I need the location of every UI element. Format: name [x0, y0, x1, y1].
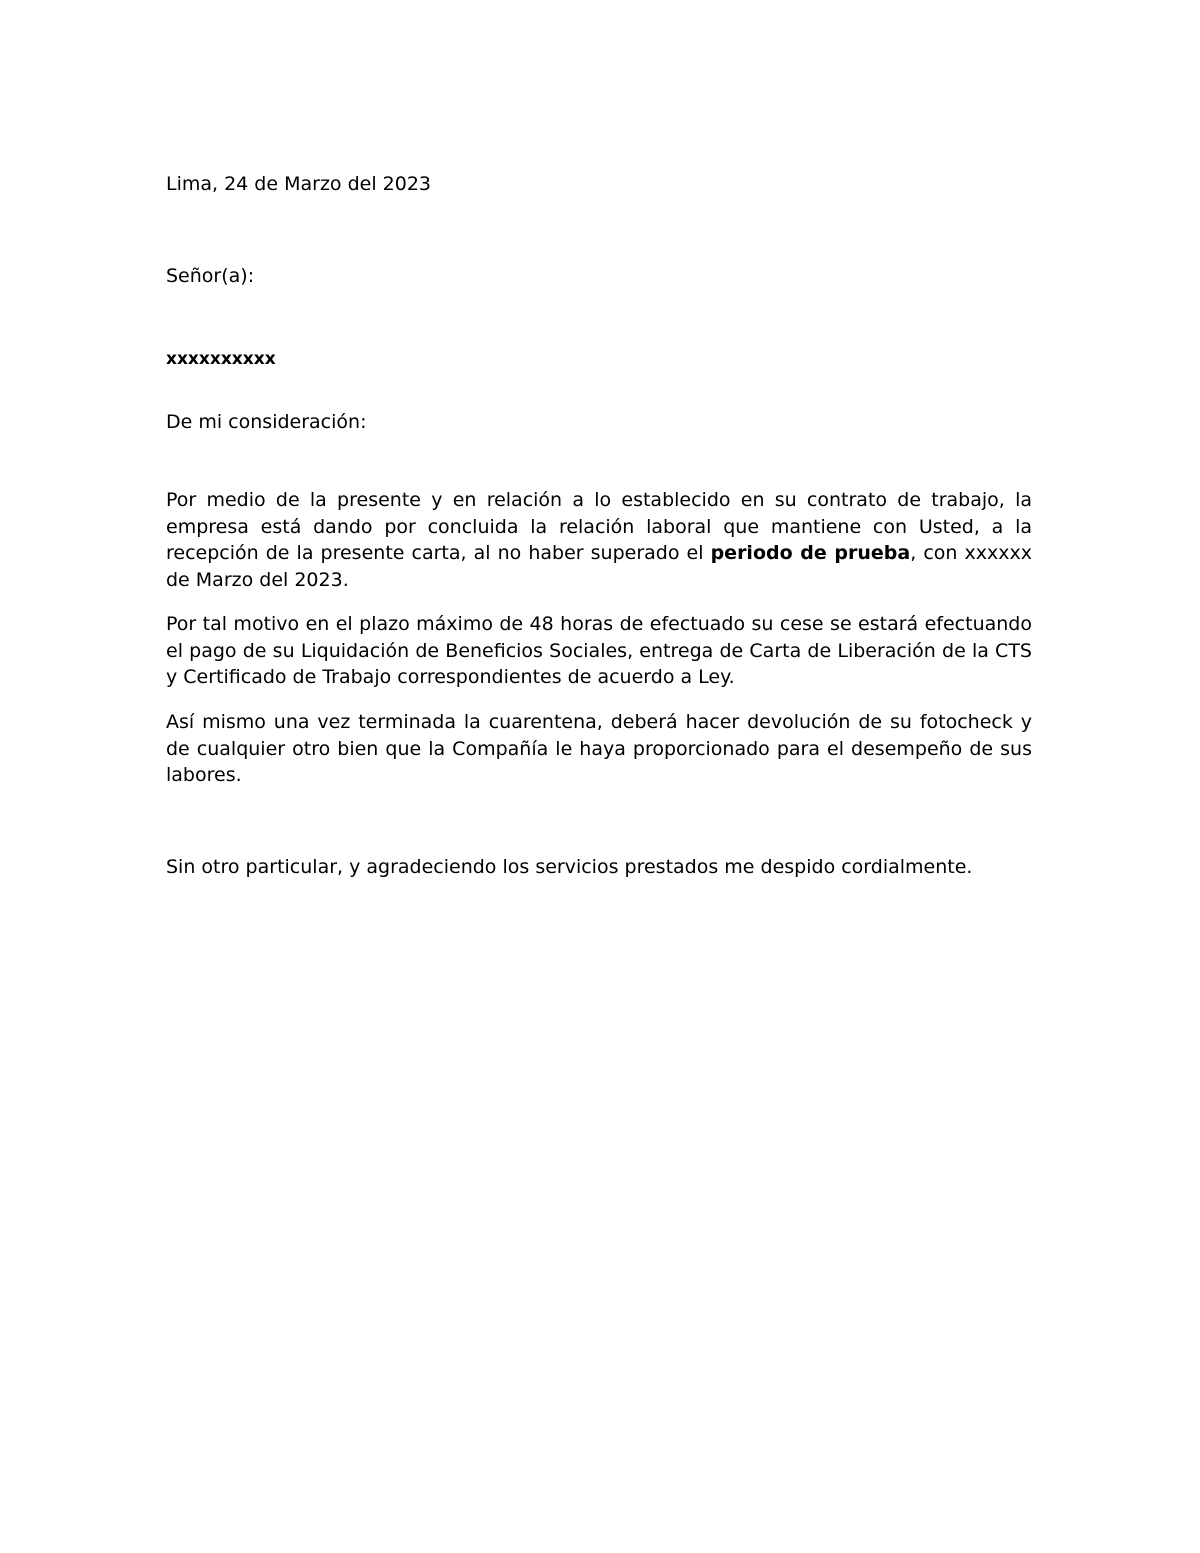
recipient-name: xxxxxxxxxx	[166, 349, 276, 369]
paragraph-termination-text-end: , con xxxxxx de Marzo del 2023.	[166, 542, 1032, 591]
closing-line: Sin otro particular, y agradeciendo los servicios prestados me despido cordialmente.	[166, 856, 973, 878]
probation-period-emphasis: periodo de prueba	[710, 542, 911, 564]
paragraph-settlement: Por tal motivo en el plazo máximo de 48 horas de efectuado su cese se estará efectuando el pago de su Liquidación de Beneficios Sociales, entrega de Carta de Liberación de la CTS y Certificado de Trabajo correspondientes de acuerdo a Ley.	[166, 613, 1032, 688]
salutation: Señor(a):	[166, 265, 255, 287]
greeting: De mi consideración:	[166, 411, 367, 433]
paragraph-termination	[166, 487, 1032, 593]
paragraph-return-items: Así mismo una vez terminada la cuarentena, deberá hacer devolución de su fotocheck y de cualquier otro bien que la Compañía le haya proporcionado para el desempeño de sus labores.	[166, 711, 1032, 786]
paragraph-termination-text-start: Por medio de la presente y en relación a lo establecido en su contrato de trabajo, la empresa está dando por concluida la relación laboral que mantiene con Usted, a la recepción de la presente carta, al no haber superado el	[166, 489, 1032, 564]
letter-date: Lima, 24 de Marzo del 2023	[166, 173, 432, 195]
